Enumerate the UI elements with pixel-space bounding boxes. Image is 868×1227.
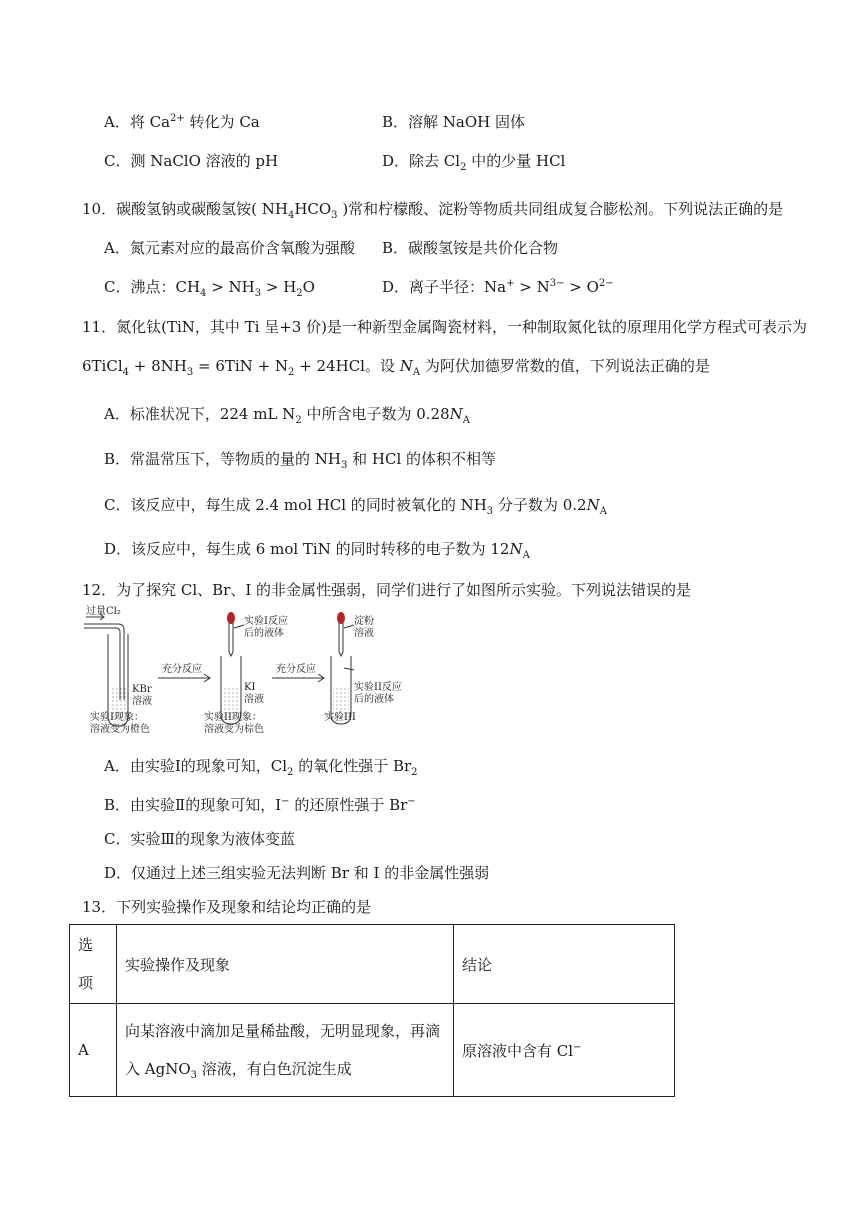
dropper-bulb-1 [227,612,235,624]
tube3-label: 实验II反应 后的液体 [354,682,402,705]
tube2-top-label: 实验I反应 后的液体 [244,616,288,639]
tube2-label: KI 溶液 [244,682,264,705]
header-conclusion: 结论 [454,925,675,1004]
dropper-bulb-2 [337,612,345,624]
experiment2-caption: 实验II现象： 溶液变为棕色 [204,712,264,735]
q10-option-b: B．碳酸氢铵是共价化合物 [382,239,559,257]
q12-experiment-figure [84,608,424,748]
q11-option-a: A．标准状况下，224 mL $N_2$ 中所含电子数为 $0.28N_A$ [104,405,470,426]
q13-stem: 13．下列实验操作及现象和结论均正确的是 [82,898,372,916]
tube1-label: KBr 溶液 [132,684,152,707]
row-operation: 向某溶液中滴加足量稀盐酸，无明显现象，再滴 入 AgNO$_3$ 溶液，有白色沉淀生成 [117,1004,454,1097]
q9-option-d: D．除去 $Cl_2$ 中的少量 HCl [382,152,566,173]
q11-option-d: D．该反应中，每生成 6 mol TiN 的同时转移的电子数为 $12N_A$ [104,540,530,561]
q9-option-a: A．将 $Ca^{2+}$ 转化为 Ca [104,113,260,131]
header-operation: 实验操作及现象 [117,925,454,1004]
q12-option-a: A．由实验Ⅰ的现象可知，$Cl_2$ 的氧化性强于 $Br_2$ [104,757,418,778]
gas-label: 过量Cl₂ [86,606,121,617]
dropper-1 [229,622,233,656]
q10-option-c: C．沸点：$CH_4 > NH_3 > H_2O$ [104,278,315,299]
row-option: A [70,1004,117,1097]
q12-option-c: C．实验Ⅲ的现象为液体变蓝 [104,830,295,848]
q12-option-d: D．仅通过上述三组实验无法判断 Br 和 I 的非金属性强弱 [104,864,490,882]
q11-equation: 6TiCl$_4$ + $8NH_3 = 6TiN + N_2 + 24HCl$ [82,357,365,378]
table-row [70,1004,675,1097]
arrow1-label: 充分反应 [162,664,202,675]
q10-stem: 10．碳酸氢钠或碳酸氢铵( $NH_4HCO_3$ )常和柠檬酸、淀粉等物质共同组成复合膨松剂。下列说法正确的是 [82,200,784,221]
q10-option-d: D．离子半径：$Na^+ > N^{3-} > O^{2-}$ [382,278,614,296]
experiment3-caption: 实验III [324,712,356,723]
q11-option-c: C．该反应中，每生成 2.4 mol HCl 的同时被氧化的 $NH_3$ 分子数为 $0.2N_A$ [104,496,607,517]
q9-option-b: B．溶解 NaOH 固体 [382,113,526,131]
tube3-top-label: 淀粉 溶液 [354,616,374,639]
table-header-row [70,925,675,1004]
q13-table [69,924,675,1097]
header-option: 选 项 [70,925,117,1004]
q12-option-b: B．由实验Ⅱ的现象可知，I− 的还原性强于 Br− [104,796,416,814]
experiment1-caption: 实验I现象： 溶液变为橙色 [90,712,150,735]
q11-stem-line2: 6TiCl$_4$ + $8NH_3 = 6TiN + N_2 + 24HCl$。设 $N_A$ 为阿伏加德罗常数的值，下列说法正确的是 [82,357,710,378]
q11-stem-line1: 11．氮化钛(TiN，其中 Ti 呈+3 价)是一种新型金属陶瓷材料，一种制取氮化钛的原理用化学方程式可表示为 [82,318,807,336]
arrow2-label: 充分反应 [276,664,316,675]
q12-stem: 12．为了探究 Cl、Br、I 的非金属性强弱，同学们进行了如图所示实验。下列说法错误的是 [82,581,692,599]
q9-option-c: C．测 NaClO 溶液的 pH [104,152,279,170]
q10-option-a: A．氮元素对应的最高价含氧酸为强酸 [104,239,355,257]
row-conclusion: 原溶液中含有 Cl− [454,1004,675,1097]
dropper-2 [339,622,343,656]
q11-option-b: B．常温常压下，等物质的量的 $NH_3$ 和 HCl 的体积不相等 [104,450,497,471]
